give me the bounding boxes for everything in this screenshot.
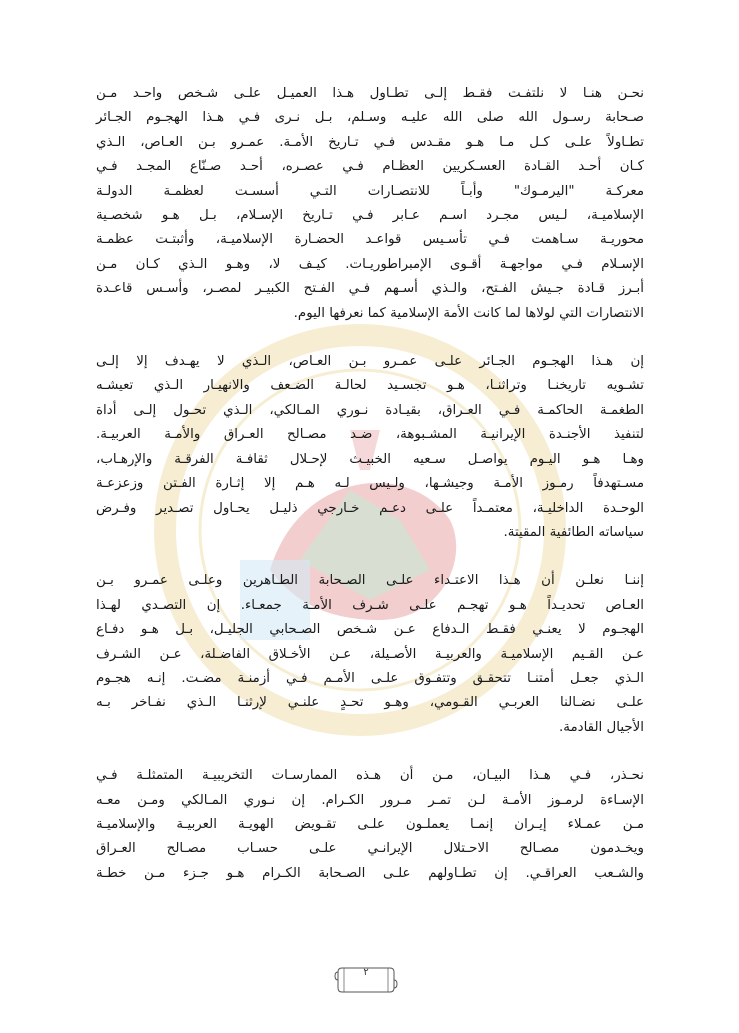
text-line: الإسلاميـة، لـيس مجـرد اسـم عـابر فـي تـاريخ الإسـلام، بـل هـو شخصـية — [96, 208, 644, 224]
text-line: الانتصارات التي لولاها لما كانت الأمة الإسلامية كما نعرفها اليوم. — [293, 305, 644, 321]
text-line: صـحابة رسـول الله صلى الله عليـه وسـلم، بـل نـرى فـي هـذا الهجـوم الجـائر — [96, 110, 644, 126]
text-line: علـى نضـالنا العربـي القـومي، وهـو تحـدٍ علنـي لإرثنـا الـذي نفـاخر بـه — [96, 695, 644, 711]
text-line: الهجـوم لا يعنـي فقـط الـدفاع عـن شـخص الصـحابي الجليـل، بـل هـو دفـاع — [96, 622, 644, 638]
text-line: مـن عمـلاء إيـران إنمـا يعملـون علـى تقـويض الهويـة العربيـة والإسلاميـة — [96, 816, 644, 832]
text-line: مسـتهدفاً رمـوز الأمـة وجيشـها، ولـيس لـه هـم إلا إثـارة الفـتن وزعزعـة — [96, 476, 644, 492]
text-line: الأجيال القادمة. — [559, 719, 644, 735]
text-line: عـن القـيم الإسلاميـة والعربيـة الأصـيلة، عـن الأخـلاق الفاضـلة، عـن الشـرف — [96, 646, 644, 662]
text-line: كـان أحـد القـادة العسـكريين العظـام فـي عصـره، أحـد صـنّاع المجـد فـي — [96, 159, 644, 175]
text-line: تطـاولاً علـى كـل مـا هـو مقـدس فـي تـاريخ الأمـة. عمـرو بـن العـاص، الـذي — [96, 134, 644, 150]
text-line: نحـذر، فـي هـذا البيـان، مـن أن هـذه الممارسـات التخريبيـة المتمثلـة فـي — [96, 768, 644, 784]
text-line: سياساته الطائفية المقيتة. — [503, 524, 644, 540]
text-line: الطغمـة الحاكمـة فـي العـراق، بقيـادة نـوري المـالكي، الـذي تحـول إلـى أداة — [96, 402, 644, 418]
text-line: لتنفيذ الأجنـدة الإيرانيـة المشـبوهة، ضـد مصـالح العـراق والأمـة العربيـة. — [96, 427, 644, 443]
text-line: وهـا هـو اليـوم يواصـل سـعيه الخبيـث لإحـلال ثقافـة الفرقـة والإرهـاب، — [96, 451, 644, 467]
paragraph-3 — [96, 569, 644, 740]
text-line: الوحـدة الداخليـة، معتمـداً علـى دعـم خـارجي ذليـل يحـاول تصـدير وفـرض — [96, 500, 644, 516]
text-line: الـذي جعـل أمتنـا تتحقـق وتتفـوق علـى الأمـم فـي أزمنـة مضـت. إنـه هجـوم — [96, 670, 644, 686]
text-line: العـاص تحديـداً هـو تهجـم علـى شـرف الأمـة جمعـاء. إن التصـدي لهـذا — [96, 597, 644, 613]
text-line: محوريـة سـاهمت فـي تأسـيس قواعـد الحضـارة الإسلاميـة، وأثبتـت عظمـة — [96, 232, 644, 248]
page-number: ٢ — [363, 967, 369, 978]
text-line: والشـعب العراقـي. إن تطـاولهم علـى الصـحابة الكـرام هـو جـزء مـن خطـة — [96, 865, 644, 881]
text-line: الإسـاءة لرمـوز الأمـة لـن تمـر مـرور الكـرام. إن نـوري المـالكي ومـن معـه — [96, 792, 644, 808]
text-line: أبـرز قـادة جـيش الفـتح، والـذي أسـهم فـي الفـتح الكبيـر لمصـر، وأسـس قاعـدة — [96, 281, 644, 297]
text-line: الإسـلام فـي مواجهـة أقـوى الإمبراطوريـات. كيـف لا، وهـو الـذي كـان مـن — [96, 256, 644, 272]
paragraph-1 — [96, 82, 644, 326]
text-line: ويخـدمون مصـالح الاحـتلال الإيرانـي علـى حسـاب مصـالح العـراق — [96, 841, 644, 857]
paragraph-4 — [96, 764, 644, 886]
text-line: معركـة "اليرمـوك" وأبـاً للانتصـارات التـي أسسـت لعظمـة الدولـة — [96, 183, 644, 199]
text-line: إننـا نعلـن أن هـذا الاعتـداء علـى الصـحابة الطـاهرين وعلـى عمـرو بـن — [96, 573, 644, 589]
paragraph-2 — [96, 350, 644, 545]
text-line: نحـن هنـا لا نلتفـت فقـط إلـى تطـاول هـذا العميـل علـى شـخص واحـد مـن — [96, 86, 644, 101]
text-line: إن هـذا الهجـوم الجـائر علـى عمـرو بـن العـاص، الـذي لا يهـدف إلا إلـى — [96, 354, 644, 370]
document-body — [96, 82, 644, 910]
text-line: تشـويه تاريخنـا وتراثنـا، هـو تجسـيد لحالـة الضـعف والانهيـار الـذي تعيشـه — [96, 378, 644, 394]
